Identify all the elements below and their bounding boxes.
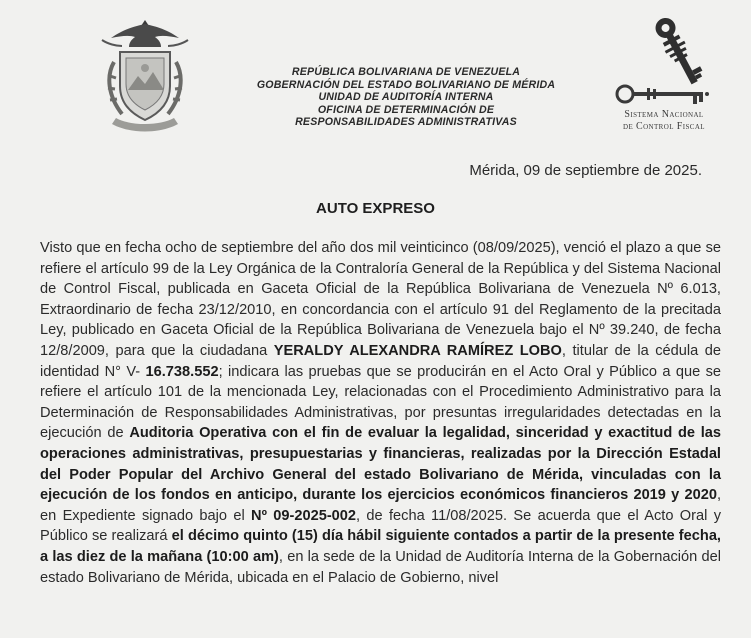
header-line-responsibilities: RESPONSABILIDADES ADMINISTRATIVAS (295, 116, 517, 129)
id-number: 16.738.552 (145, 363, 219, 380)
citizen-name: YERALDY ALEXANDRA RAMÍREZ LOBO (273, 342, 562, 359)
body-paragraph (40, 238, 721, 588)
header-line-governorate: GOBERNACIÓN DEL ESTADO BOLIVARIANO DE MÉRIDA (256, 78, 556, 91)
header-line-office: OFICINA DE DETERMINACIÓN DE (317, 103, 495, 116)
body-text-segment: ; indicara las pruebas que se producirán en el Acto Oral y Público a que se refiere el artículo 101 de la mencionada Ley, relacionadas con el Procedimiento Administrativo para la Determinación de Responsabilidades Administrativas, por presuntas irregularidades detectadas en la ejecución de (40, 363, 721, 442)
hearing-schedule: el décimo quinto (15) día hábil siguiente contados a partir de la presente fecha, a las diez de la mañana (10:00 am) (40, 528, 721, 565)
body-text-segment: , de fecha 11/08/2025. Se acuerda que el Acto Oral y Público se realizará (40, 507, 721, 545)
sncf-caption-line-2: de Control Fiscal (623, 121, 705, 132)
file-number: Nº 09-2025-002 (251, 507, 357, 524)
header-line-republic: REPÚBLICA BOLIVARIANA DE VENEZUELA (291, 66, 521, 78)
body-text-segment: , titular de la cédula de identidad N° V- (40, 342, 721, 380)
document-date: Mérida, 09 de septiembre de 2025. (469, 162, 702, 179)
sncf-caption-line-1: Sistema Nacional (624, 109, 704, 120)
institution-header (210, 66, 602, 129)
body-text-segment: , en la sede de la Unidad de Auditoría Interna de la Gobernación del estado Bolivariano de Mérida, ubicada en el Palacio de Gobierno, nivel (40, 548, 721, 586)
sncf-key-logo-icon (603, 14, 721, 106)
body-text-segment: , en Expediente signado bajo el (40, 487, 721, 524)
header-line-audit-unit: UNIDAD DE AUDITORÍA INTERNA (318, 91, 494, 104)
audit-description: Auditoria Operativa con el fin de evaluar la legalidad, sinceridad y exactitud de las operaciones administrativas, presupuestarias y financieras, realizadas por la Dirección Estadal del Poder Popular del Archivo General del estado Bolivariano de Mérida, vinculadas con la ejecución de los fondos en anticipo, durante los ejercicios económicos financieros 2019 y 2020 (40, 425, 721, 504)
sncf-caption (606, 109, 722, 133)
merida-coat-of-arms-icon (92, 10, 198, 138)
body-text-segment: Visto que en fecha ocho de septiembre del año dos mil veinticinco (08/09/2025), venció el plazo a que se refiere el artículo 99 de la Ley Orgánica de la Contraloría General de la República y del Sistema Nacional de Control Fiscal, publicada en Gaceta Oficial de la República Bolivariana de Venezuela Nº 6.013, Extraordinario de fecha 23/12/2010, en concordancia con el artículo 91 del Reglamento de la precitada Ley, publicado en Gaceta Oficial de la República Bolivariana de Venezuela bajo el Nº 39.240, de fecha 12/8/2009, para que la ciudadana (40, 240, 721, 359)
document-title: AUTO EXPRESO (316, 200, 435, 217)
